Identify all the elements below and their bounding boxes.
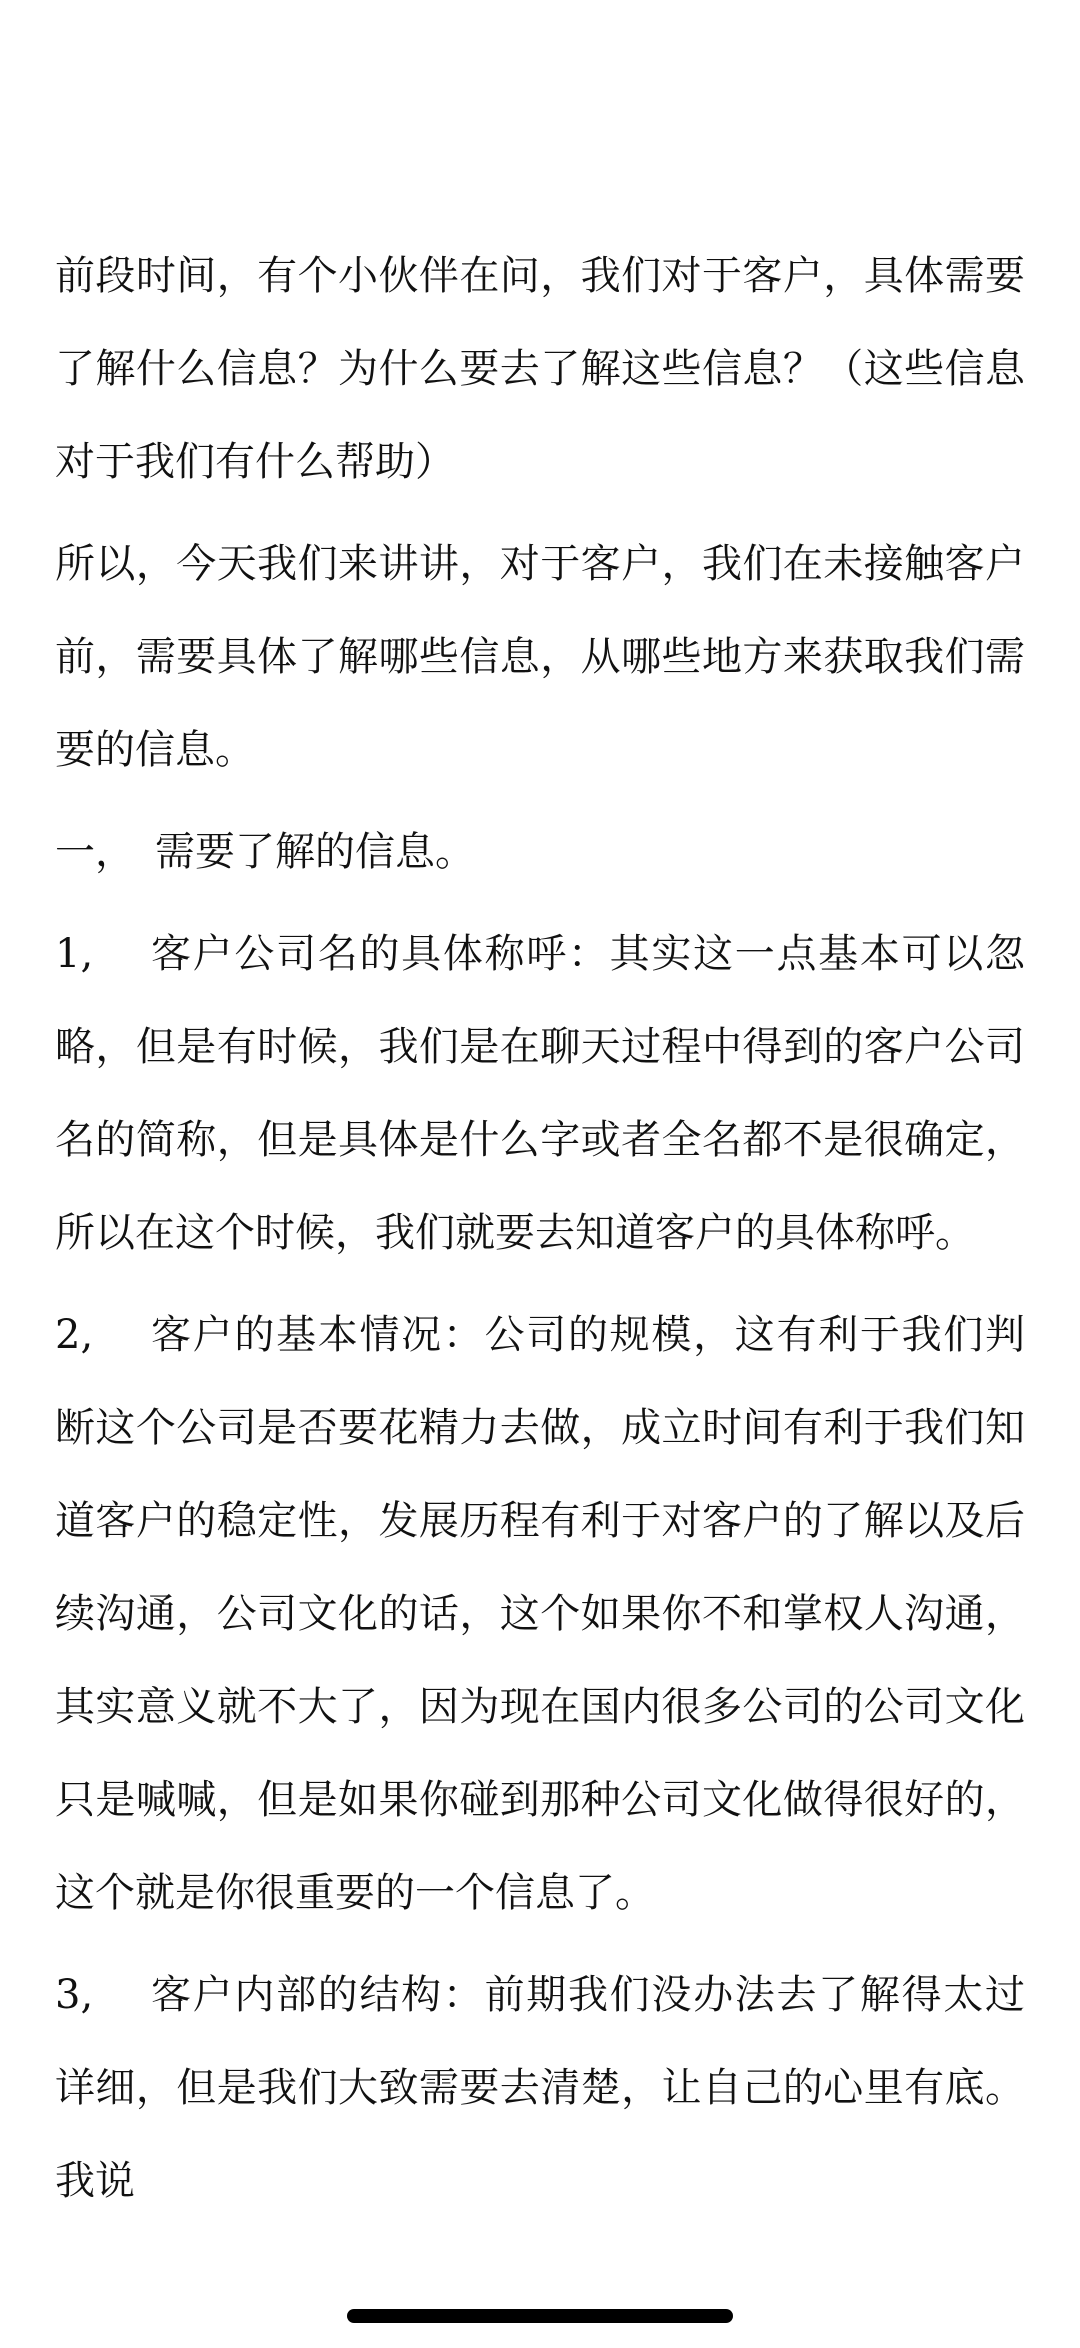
list-item-internal-structure: 3, 客户内部的结构：前期我们没办法去了解得太过详细，但是我们大致需要去清楚，让自己的心里有底。我说 (55, 1972, 1025, 2204)
article-body (55, 230, 1025, 2228)
paragraph-topic: 所以，今天我们来讲讲，对于客户，我们在未接触客户前，需要具体了解哪些信息，从哪些地方来获取我们需要的信息。 (55, 541, 1025, 773)
paragraph-intro: 前段时间，有个小伙伴在问，我们对于客户，具体需要了解什么信息？为什么要去了解这些信息？（这些信息对于我们有什么帮助） (55, 253, 1025, 485)
list-item-basic-info: 2, 客户的基本情况：公司的规模，这有利于我们判断这个公司是否要花精力去做，成立时间有利于我们知道客户的稳定性，发展历程有利于对客户的了解以及后续沟通，公司文化的话，这个如果你不和掌权人沟通，其实意义就不大了，因为现在国内很多公司的公司文化只是喊喊，但是如果你碰到那种公司文化做得很好的，这个就是你很重要的一个信息了。 (55, 1312, 1025, 1916)
home-indicator[interactable] (347, 2309, 733, 2323)
list-item-company-name: 1, 客户公司名的具体称呼：其实这一点基本可以忽略，但是有时候，我们是在聊天过程中得到的客户公司名的简称，但是具体是什么字或者全名都不是很确定，所以在这个时候，我们就要去知道客户的具体称呼。 (55, 931, 1025, 1256)
section-heading-info: 一， 需要了解的信息。 (55, 829, 475, 875)
